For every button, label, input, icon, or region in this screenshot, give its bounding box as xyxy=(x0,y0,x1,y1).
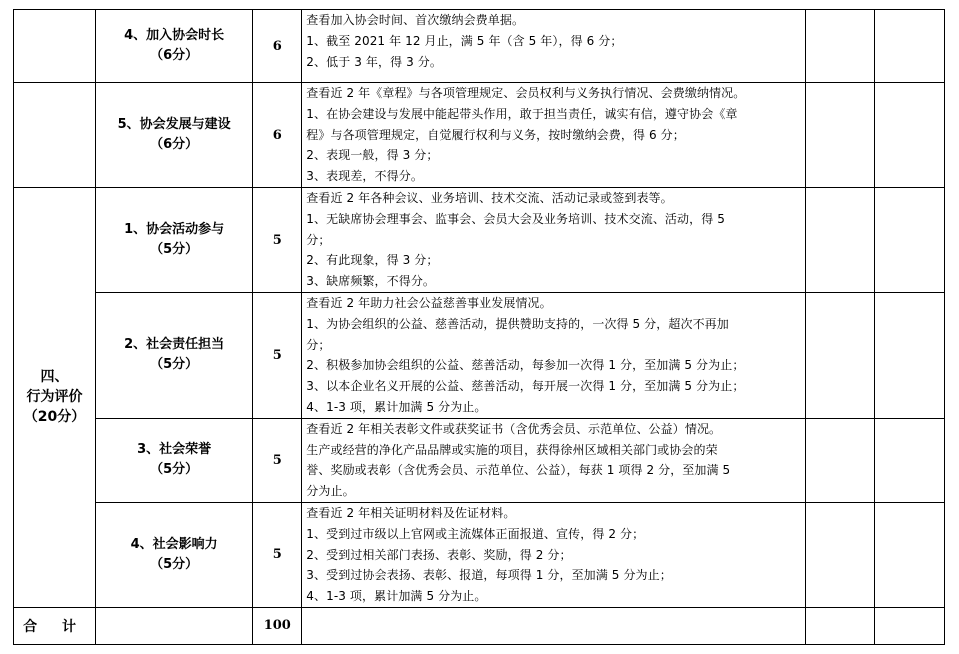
score-cell: 5 xyxy=(253,293,302,419)
table-row xyxy=(14,10,945,83)
empty-cell xyxy=(874,293,944,419)
category-title: 行为评价 xyxy=(26,389,83,406)
item-points: （5分） xyxy=(150,462,199,478)
empty-cell xyxy=(805,418,874,502)
item-points: （5分） xyxy=(150,556,199,572)
item-points: （5分） xyxy=(150,242,199,257)
empty-cell xyxy=(874,10,944,83)
score-cell: 6 xyxy=(253,83,302,188)
criteria-line: 2、低于 3 年，得 3 分。 xyxy=(306,54,442,69)
criteria-line: 2、表现一般，得 3 分； xyxy=(306,148,439,163)
criteria-line: 4、1-3 项，累计加满 5 分为止。 xyxy=(306,589,487,604)
total-label: 合 计 xyxy=(14,607,96,644)
criteria-line: 分； xyxy=(306,232,331,247)
item-points: （6分） xyxy=(150,137,199,152)
category-points: （20分） xyxy=(23,409,86,426)
empty-cell xyxy=(874,83,944,188)
empty-cell xyxy=(874,607,944,644)
table-row xyxy=(14,502,945,607)
criteria-line: 1、在协会建设与发展中能起带头作用，敢于担当责任，诚实有信，遵守协会《章 xyxy=(306,106,738,121)
item-title: 5、协会发展与建设 xyxy=(117,117,231,132)
criteria-line: 誉、奖励或表彰（含优秀会员、示范单位、公益），每获 1 项得 2 分，至加满 5 xyxy=(306,463,731,478)
criteria-line: 4、1-3 项，累计加满 5 分为止。 xyxy=(306,399,487,414)
empty-cell xyxy=(874,418,944,502)
criteria-line: 2、有此现象，得 3 分； xyxy=(306,253,439,268)
criteria-cell xyxy=(302,188,806,293)
score-cell: 5 xyxy=(253,502,302,607)
item-title: 1、协会活动参与 xyxy=(124,222,225,237)
item-title: 4、社会影响力 xyxy=(130,536,218,552)
total-score: 100 xyxy=(253,607,302,644)
table-row xyxy=(14,293,945,419)
criteria-cell xyxy=(302,502,806,607)
category-cell-continued xyxy=(14,10,96,83)
item-title: 3、社会荣誉 xyxy=(137,442,212,458)
empty-cell xyxy=(805,502,874,607)
item-title: 2、社会责任担当 xyxy=(124,337,225,353)
criteria-line: 1、受到过市级以上官网或主流媒体正面报道、宣传，得 2 分； xyxy=(306,526,645,541)
scoring-table xyxy=(13,9,945,645)
item-cell xyxy=(96,83,253,188)
criteria-line: 程》与各项管理规定，自觉履行权利与义务，按时缴纳会费，得 6 分； xyxy=(306,127,685,142)
criteria-line: 查看近 2 年相关证明材料及佐证材料。 xyxy=(306,505,516,520)
criteria-line: 1、无缺席协会理事会、监事会、会员大会及业务培训、技术交流、活动，得 5 xyxy=(306,211,725,226)
item-cell xyxy=(96,188,253,293)
criteria-line: 查看近 2 年助力社会公益慈善事业发展情况。 xyxy=(306,296,552,310)
empty-cell xyxy=(805,607,874,644)
criteria-line: 查看近 2 年各种会议、业务培训、技术交流、活动记录或签到表等。 xyxy=(306,191,673,205)
criteria-cell xyxy=(302,83,806,188)
criteria-line: 3、表现差，不得分。 xyxy=(306,169,423,184)
score-cell: 5 xyxy=(253,418,302,502)
empty-cell xyxy=(805,83,874,188)
table-row xyxy=(14,418,945,502)
empty-cell xyxy=(805,188,874,293)
criteria-line: 1、截至 2021 年 12 月止，满 5 年（含 5 年），得 6 分； xyxy=(306,33,623,48)
category-cell xyxy=(14,188,96,608)
empty-cell xyxy=(805,293,874,419)
item-title: 4、加入协会时长 xyxy=(124,28,225,43)
criteria-line: 分； xyxy=(306,337,331,352)
item-cell xyxy=(96,502,253,607)
criteria-cell xyxy=(302,10,806,83)
score-cell: 5 xyxy=(253,188,302,293)
criteria-line: 生产或经营的净化产品品牌或实施的项目，获得徐州区域相关部门或协会的荣 xyxy=(306,442,718,457)
score-cell: 6 xyxy=(253,10,302,83)
item-cell xyxy=(96,10,253,83)
criteria-line: 查看加入协会时间、首次缴纳会费单据。 xyxy=(306,13,525,27)
criteria-line: 3、缺席频繁，不得分。 xyxy=(306,274,436,289)
category-number: 四、 xyxy=(40,369,69,386)
criteria-line: 查看近 2 年相关表彰文件或获奖证书（含优秀会员、示范单位、公益）情况。 xyxy=(306,421,722,436)
criteria-cell xyxy=(302,293,806,419)
criteria-line: 3、受到过协会表扬、表彰、报道，每项得 1 分，至加满 5 分为止； xyxy=(306,568,672,583)
item-cell xyxy=(96,293,253,419)
criteria-line: 3、以本企业名义开展的公益、慈善活动，每开展一次得 1 分，至加满 5 分为止； xyxy=(306,379,745,394)
criteria-line: 1、为协会组织的公益、慈善活动，提供赞助支持的，一次得 5 分，超次不再加 xyxy=(306,316,729,331)
category-cell-continued xyxy=(14,83,96,188)
empty-cell xyxy=(302,607,806,644)
table-row xyxy=(14,188,945,293)
criteria-cell xyxy=(302,418,806,502)
item-points: （6分） xyxy=(150,48,199,63)
item-cell xyxy=(96,418,253,502)
table-row xyxy=(14,83,945,188)
empty-cell xyxy=(874,188,944,293)
empty-cell xyxy=(805,10,874,83)
criteria-line: 查看近 2 年《章程》与各项管理规定、会员权利与义务执行情况、会费缴纳情况。 xyxy=(306,86,746,100)
total-row xyxy=(14,607,945,644)
empty-cell xyxy=(874,502,944,607)
empty-cell xyxy=(96,607,253,644)
criteria-line: 2、受到过相关部门表扬、表彰、奖励，得 2 分； xyxy=(306,547,572,562)
criteria-line: 分为止。 xyxy=(306,484,355,499)
criteria-line: 2、积极参加协会组织的公益、慈善活动，每参加一次得 1 分，至加满 5 分为止； xyxy=(306,358,745,373)
item-points: （5分） xyxy=(150,357,199,373)
